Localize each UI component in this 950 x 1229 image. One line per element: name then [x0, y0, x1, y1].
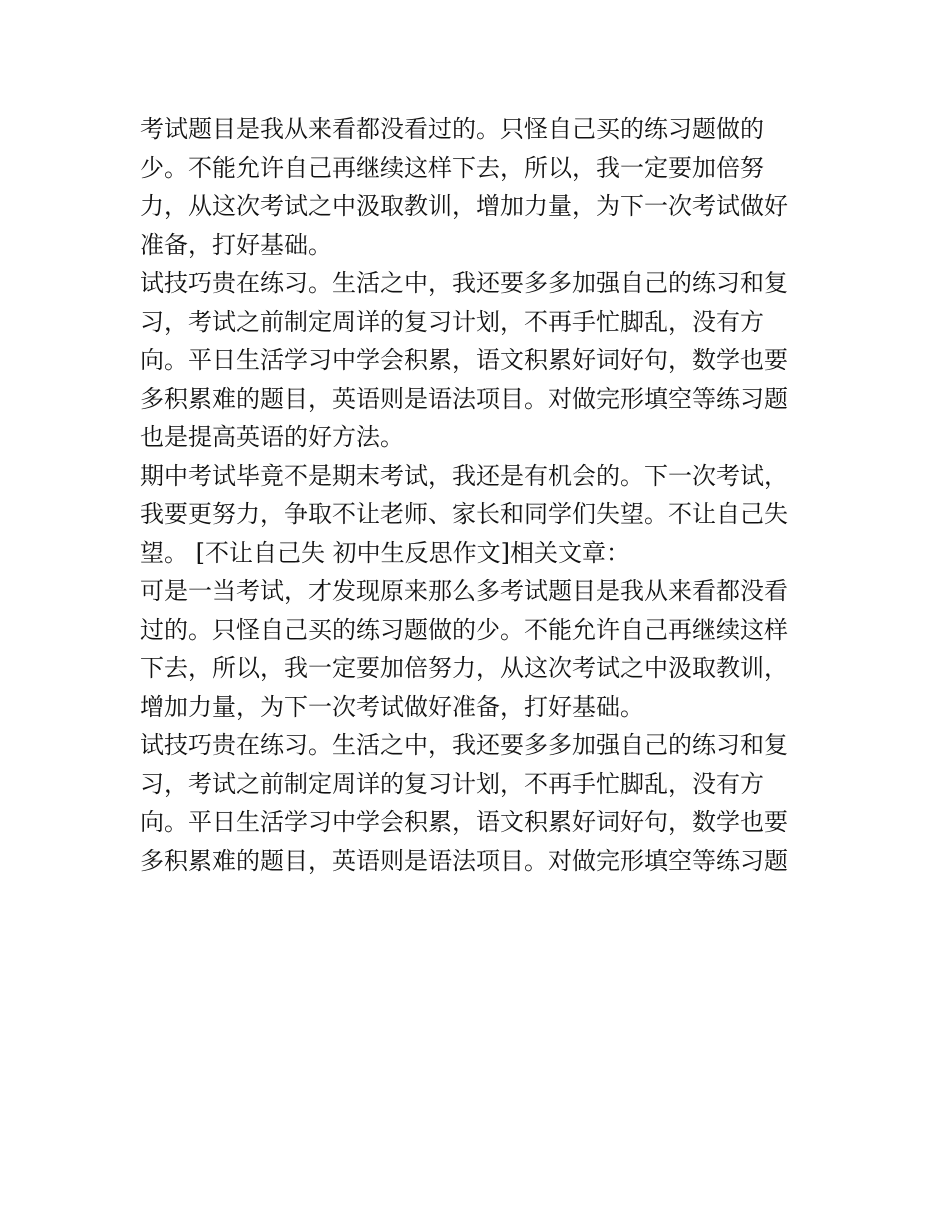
- text-line: 下去，所以，我一定要加倍努力，从这次考试之中汲取教训，: [140, 654, 788, 682]
- text-line: 试技巧贵在练习。生活之中，我还要多多加强自己的练习和复: [140, 731, 788, 759]
- text-line: 可是一当考试，才发现原来那么多考试题目是我从来看都没看: [140, 577, 788, 605]
- text-line: 习，考试之前制定周详的复习计划，不再手忙脚乱，没有方: [140, 769, 764, 798]
- text-line: 向。平日生活学习中学会积累，语文积累好词好句，数学也要: [140, 808, 788, 836]
- text-line: 我要更努力，争取不让老师、家长和同学们失望。不让自己失: [140, 500, 788, 528]
- text-line: 多积累难的题目，英语则是语法项目。对做完形填空等练习题: [140, 846, 788, 875]
- text-line: 试技巧贵在练习。生活之中，我还要多多加强自己的练习和复: [140, 269, 788, 297]
- text-line: 少。不能允许自己再继续这样下去，所以，我一定要加倍努: [140, 153, 764, 182]
- text-line: 准备，打好基础。: [140, 230, 332, 259]
- text-line: 力，从这次考试之中汲取教训，增加力量，为下一次考试做好: [140, 192, 788, 220]
- text-line: 向。平日生活学习中学会积累，语文积累好词好句，数学也要: [140, 346, 788, 374]
- essay-body: [140, 110, 820, 880]
- text-line: 考试题目是我从来看都没看过的。只怪自己买的练习题做的: [140, 115, 764, 143]
- text-line: 过的。只怪自己买的练习题做的少。不能允许自己再继续这样: [140, 615, 788, 644]
- text-line: 也是提高英语的好方法。: [140, 423, 404, 451]
- text-line: 望。 [不让自己失 初中生反思作文]相关文章：: [140, 538, 630, 567]
- text-line: 增加力量，为下一次考试做好准备，打好基础。: [140, 692, 644, 721]
- text-line: 期中考试毕竟不是期末考试，我还是有机会的。下一次考试，: [140, 461, 788, 490]
- text-line: 习，考试之前制定周详的复习计划，不再手忙脚乱，没有方: [140, 307, 764, 336]
- text-line: 多积累难的题目，英语则是语法项目。对做完形填空等练习题: [140, 384, 788, 413]
